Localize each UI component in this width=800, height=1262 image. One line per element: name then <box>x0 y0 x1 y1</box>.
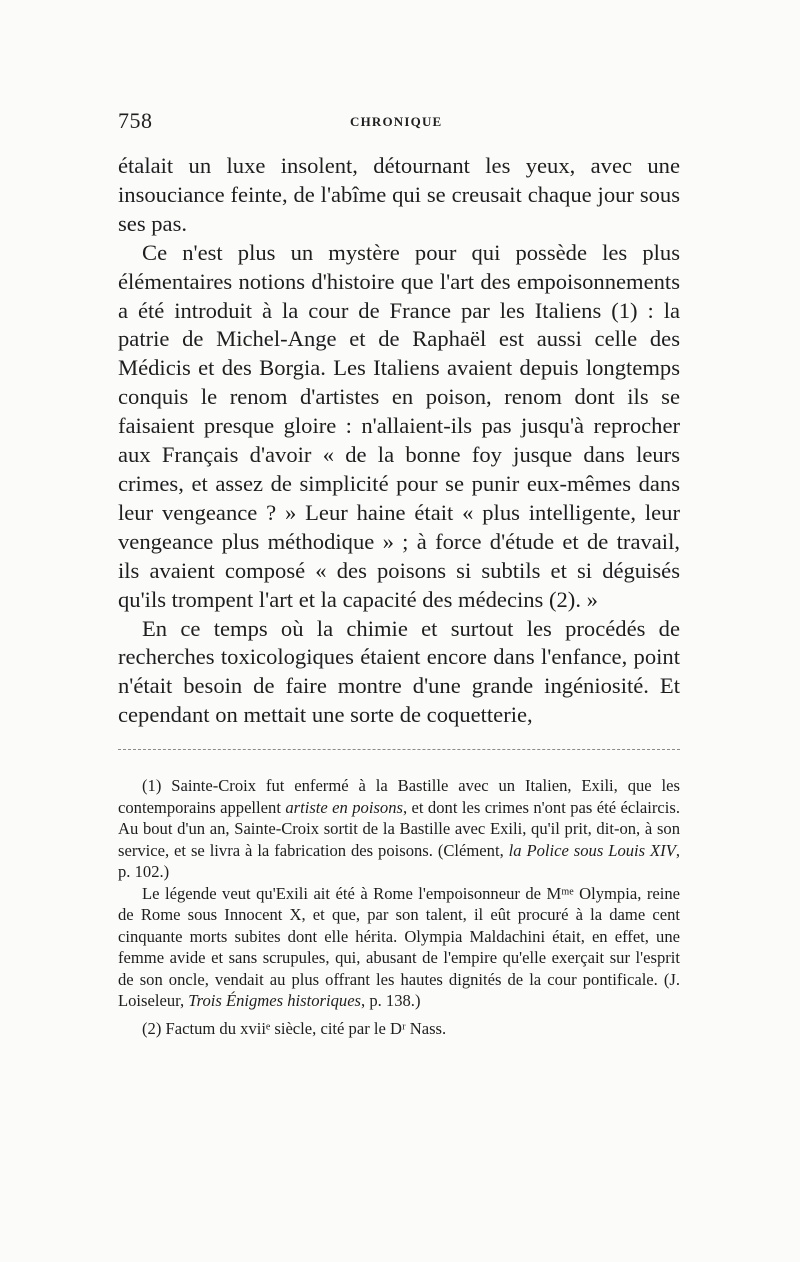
footnotes <box>118 775 680 1039</box>
page-number: 758 <box>118 108 153 133</box>
footnote-2: (2) Factum du xviiᵉ siècle, cité par le Dʳ Nass. <box>142 1018 447 1038</box>
footnote-1-continued <box>118 883 680 1012</box>
body-text <box>118 152 680 730</box>
footnote-1-cont-emphasis: Trois Énigmes historiques <box>188 991 362 1011</box>
paragraph-3: En ce temps où la chimie et surtout les procédés de recherches toxicologiques étaient encore dans l'enfance, point n'était besoin de faire montre d'une grande ingéniosité. Et cependant on mettait une sorte de coquetterie, <box>118 615 680 728</box>
footnote-1-text-c: , p. 102.) <box>118 840 680 882</box>
footnote-1-cont-text-b: , p. 138.) <box>361 991 421 1011</box>
page-header <box>118 108 680 144</box>
footnote-1-cont-text-a: Le légende veut qu'Exili ait été à Rome l'empoisonneur de Mᵐᵉ Olympia, reine de Rome sous Innocent X, et que, par son talent, il eût procuré à la dame cent cinquante morts subites dont elle hérita. Olympia Maldachini était, en effet, une femme avide et sans scrupules, qui, abusant de l'empire qu'elle exerçait sur l'esprit de son oncle, vendait au plus offrant les hautes dignités de la cour pontificale. (J. Loiseleur, <box>118 883 680 1011</box>
footnote-1-text-a: (1) Sainte-Croix fut enfermé à la Bastille avec un Italien, Exili, que les contemporains appellent <box>118 776 680 817</box>
footnote-1-emphasis-b: la Police sous Louis XIV <box>508 840 676 860</box>
footnote-1-text-b: , et dont les crimes n'ont pas été éclaircis. Au bout d'un an, Sainte-Croix sortit de la Bastille avec Exili, qu'il prit, dit-on, à son service, et se livra à la fabrication des poisons. (Clément, <box>118 797 680 860</box>
running-title: CHRONIQUE <box>350 114 443 129</box>
footnote-1-emphasis-a: artiste en poisons <box>285 797 403 817</box>
book-page <box>118 108 680 1039</box>
footnote-divider <box>118 749 680 750</box>
paragraph-2: Ce n'est plus un mystère pour qui possède les plus élémentaires notions d'histoire que l'art des empoisonnements a été introduit à la cour de France par les Italiens (1) : la patrie de Michel-Ange et de Raphaël est aussi celle des Médicis et des Borgia. Les Italiens avaient depuis longtemps conquis le renom d'artistes en poison, renom dont ils se faisaient presque gloire : n'allaient-ils pas jusqu'à reprocher aux Français d'avoir « de la bonne foy jusque dans leurs crimes, et assez de simplicité pour se punir eux-mêmes dans leur vengeance ? » Leur haine était « plus intelligente, leur vengeance plus méthodique » ; à force d'étude et de travail, ils avaient composé « des poisons si subtils et si déguisés qu'ils trompent l'art et la capacité des médecins (2). » <box>118 239 680 612</box>
paragraph-1: étalait un luxe insolent, détournant les yeux, avec une insouciance feinte, de l'abîme qui se creusait chaque jour sous ses pas. <box>118 153 680 236</box>
footnote-1 <box>118 775 680 883</box>
